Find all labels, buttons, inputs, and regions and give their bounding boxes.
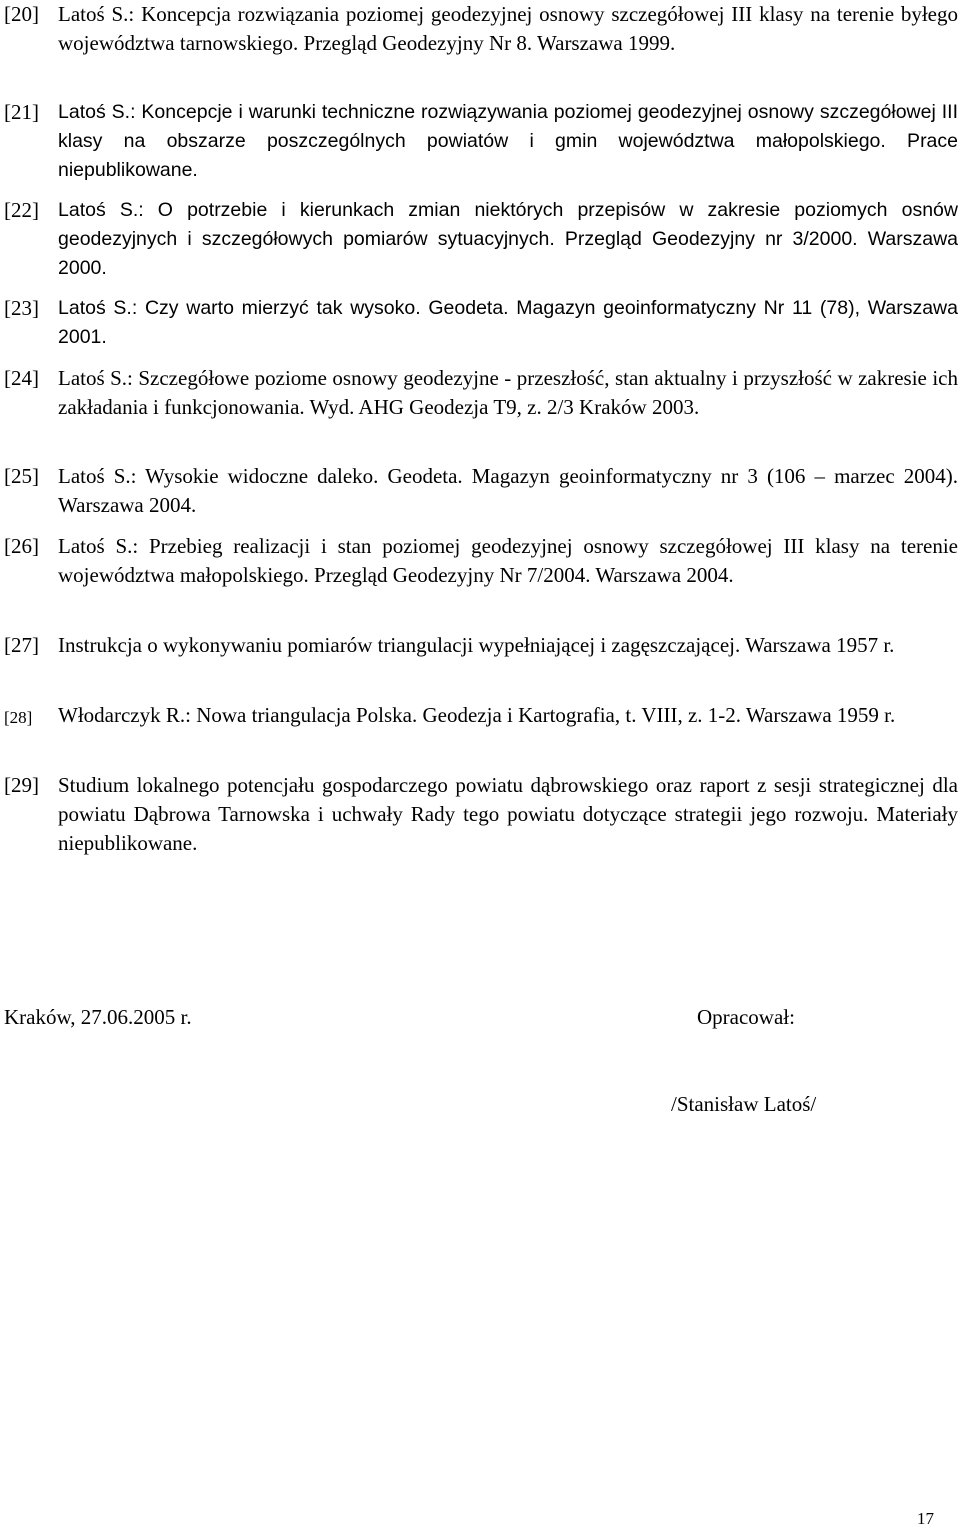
reference-number: [23]: [4, 296, 39, 320]
reference-number: [22]: [4, 198, 39, 222]
page-number: 17: [917, 1509, 934, 1528]
reference-text: Instrukcja o wykonywaniu pomiarów triangulacji wypełniającej i zagęszczającej. Warszawa 1957 r.: [58, 633, 895, 657]
reference-number: [25]: [4, 464, 39, 488]
reference-text: Włodarczyk R.: Nowa triangulacja Polska. Geodezja i Kartografia, t. VIII, z. 1-2. Warszawa 1959 r.: [58, 703, 896, 727]
reference-number: [20]: [4, 2, 39, 26]
reference-text: Latoś S.: O potrzebie i kierunkach zmian niektórych przepisów w zakresie poziomych osnów geodezyjnych i szczegółowych pomiarów sytuacyjnych. Przegląd Geodezyjny nr 3/2000. Warszawa 2000.: [58, 199, 958, 279]
place-and-date: Kraków, 27.06.2005 r.: [4, 1005, 192, 1029]
author-signature: /Stanisław Latoś/: [671, 1092, 817, 1116]
reference-item: [4, 771, 958, 858]
reference-item: [4, 701, 958, 730]
prepared-by-label: Opracował:: [697, 1005, 795, 1029]
reference-number: [27]: [4, 633, 39, 657]
reference-item: [4, 462, 958, 520]
reference-number: [24]: [4, 366, 39, 390]
reference-text: Latoś S.: Czy warto mierzyć tak wysoko. Geodeta. Magazyn geoinformatyczny Nr 11 (78), Warszawa 2001.: [58, 297, 958, 348]
reference-text: Latoś S.: Koncepcje i warunki techniczne rozwiązywania poziomej geodezyjnej osnowy szczegółowej III klasy na obszarze poszczególnych powiatów i gmin województwa małopolskiego. Prace niepublikowane.: [58, 101, 958, 181]
reference-item: [4, 0, 958, 58]
reference-text: Latoś S.: Koncepcja rozwiązania poziomej geodezyjnej osnowy szczegółowej III klasy na terenie byłego województwa tarnowskiego. Przegląd Geodezyjny Nr 8. Warszawa 1999.: [58, 2, 958, 55]
reference-item: [4, 631, 958, 660]
reference-text: Latoś S.: Przebieg realizacji i stan poziomej geodezyjnej osnowy szczegółowej III klasy na terenie województwa małopolskiego. Przegląd Geodezyjny Nr 7/2004. Warszawa 2004.: [58, 534, 958, 587]
reference-text: Latoś S.: Wysokie widoczne daleko. Geodeta. Magazyn geoinformatyczny nr 3 (106 – marzec 2004). Warszawa 2004.: [58, 464, 958, 517]
reference-number: [26]: [4, 534, 39, 558]
reference-item: [4, 364, 958, 422]
reference-item: [4, 98, 958, 185]
reference-item: [4, 532, 958, 590]
reference-item: [4, 196, 958, 283]
reference-number: [28]: [4, 708, 33, 727]
reference-text: Studium lokalnego potencjału gospodarczego powiatu dąbrowskiego oraz raport z sesji strategicznej dla powiatu Dąbrowa Tarnowska i uchwały Rady tego powiatu dotyczące strategii jego rozwoju. Materiały niepublikowane.: [58, 773, 958, 855]
reference-item: [4, 294, 958, 352]
reference-number: [29]: [4, 773, 39, 797]
reference-number: [21]: [4, 100, 39, 124]
reference-text: Latoś S.: Szczegółowe poziome osnowy geodezyjne - przeszłość, stan aktualny i przyszłość w zakresie ich zakładania i funkcjonowania. Wyd. AHG Geodezja T9, z. 2/3 Kraków 2003.: [58, 366, 958, 419]
